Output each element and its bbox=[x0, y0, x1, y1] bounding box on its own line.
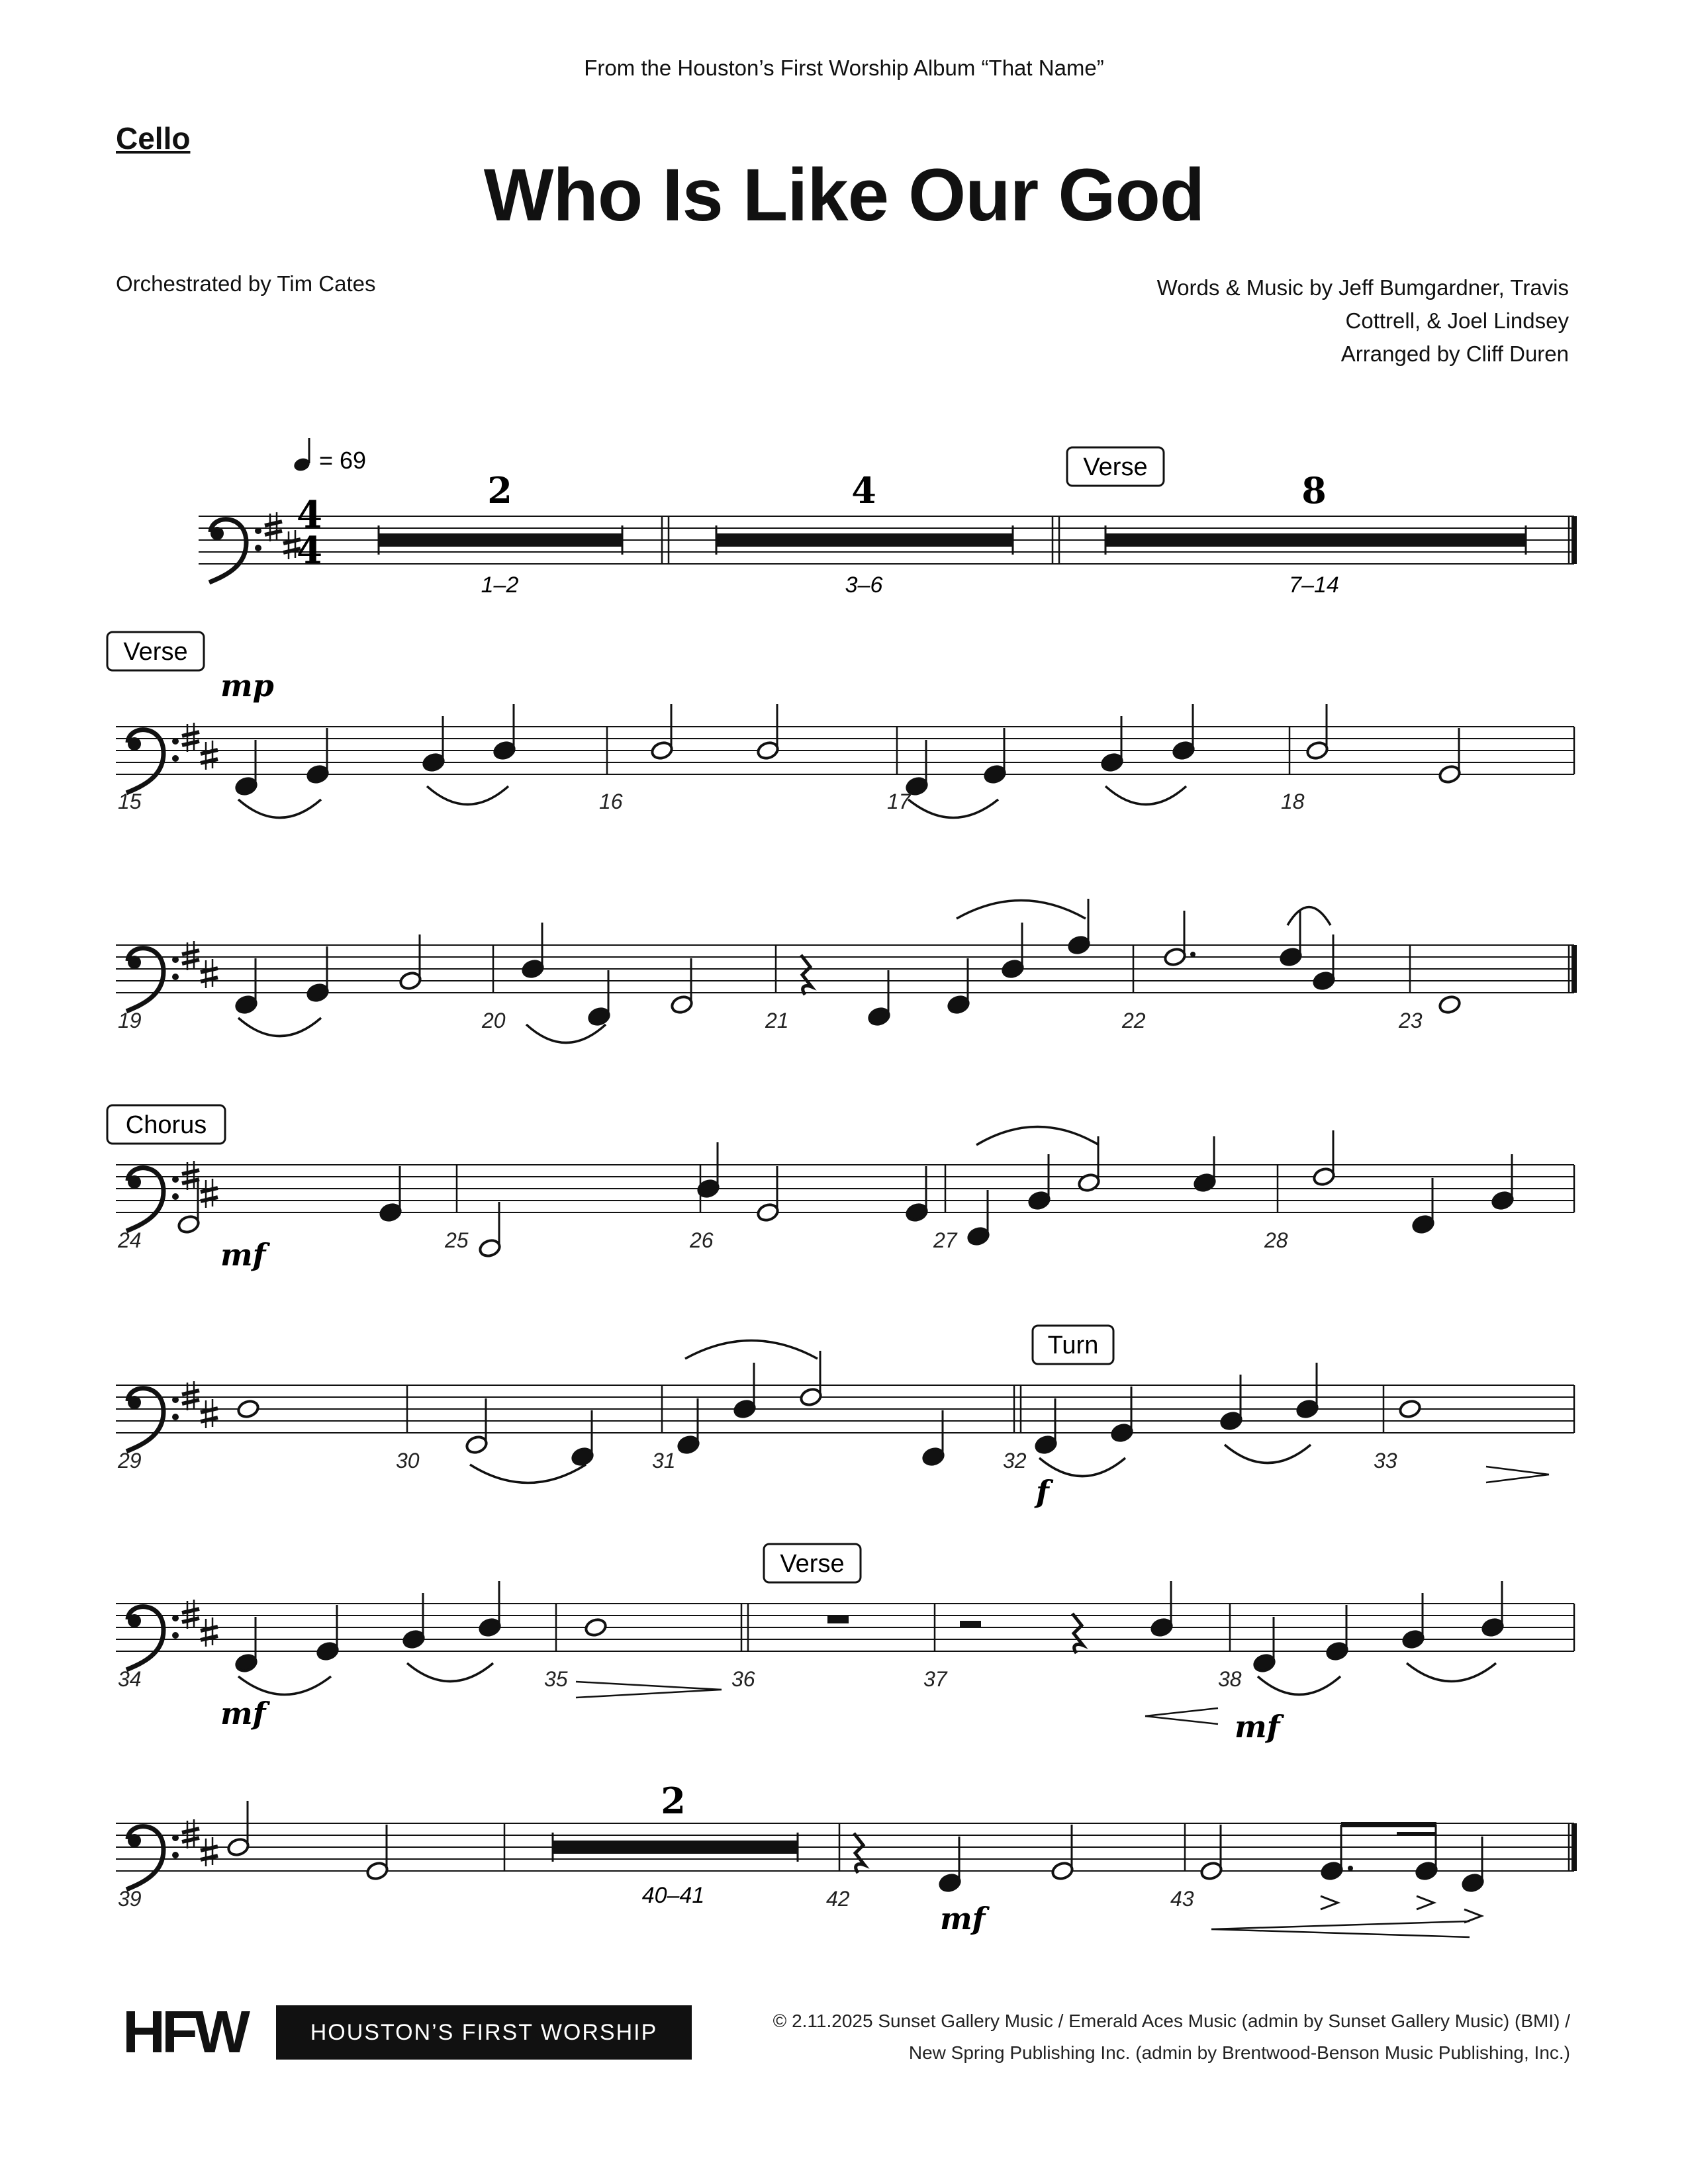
accent-icon bbox=[1417, 1896, 1434, 1909]
sharp-icon bbox=[265, 531, 282, 535]
bass-clef-dot bbox=[255, 527, 261, 534]
multirest-range: 40–41 bbox=[641, 1883, 705, 1908]
note-head bbox=[236, 1399, 260, 1420]
slur bbox=[238, 1676, 331, 1695]
orchestrator-credit: Orchestrated by Tim Cates bbox=[116, 271, 376, 296]
dynamic-marking: f bbox=[1036, 1474, 1049, 1510]
slur bbox=[1288, 907, 1331, 926]
bass-clef-dot bbox=[128, 1396, 141, 1409]
crescendo-hairpin bbox=[1145, 1716, 1218, 1724]
dynamic-marking: mf bbox=[1235, 1709, 1280, 1745]
bass-clef-dot bbox=[172, 1615, 179, 1621]
measure-number: 19 bbox=[118, 1009, 142, 1032]
slur bbox=[976, 1127, 1099, 1146]
rehearsal-verse-2-label: Verse bbox=[123, 638, 188, 666]
tempo-value: = 69 bbox=[319, 447, 367, 474]
sharp-icon bbox=[182, 1170, 199, 1174]
sharp-icon bbox=[182, 950, 199, 954]
measure-number: 35 bbox=[544, 1667, 568, 1691]
hfw-logo-text: HOUSTON’S FIRST WORSHIP bbox=[276, 2005, 692, 2060]
bass-clef-dot bbox=[172, 755, 179, 762]
rehearsal-mark-verse-2 bbox=[107, 632, 204, 670]
measure-number: 31 bbox=[652, 1449, 676, 1473]
rehearsal-verse-3-label: Verse bbox=[780, 1550, 845, 1578]
bass-clef-dot bbox=[211, 527, 224, 540]
measure-number: 25 bbox=[445, 1228, 469, 1252]
crescendo-hairpin bbox=[1211, 1921, 1470, 1929]
multirest-count: 8 bbox=[1301, 469, 1327, 512]
measure-number: 17 bbox=[887, 790, 911, 813]
bass-clef-dot bbox=[172, 738, 179, 745]
decrescendo-hairpin bbox=[576, 1682, 722, 1690]
copyright-line-2: New Spring Publishing Inc. (admin by Brentwood-Benson Music Publishing, Inc.) bbox=[908, 2042, 1570, 2063]
rehearsal-mark-verse-1 bbox=[1067, 447, 1164, 486]
crescendo-hairpin bbox=[1211, 1929, 1470, 1937]
bass-clef-dot bbox=[172, 1193, 179, 1200]
time-signature-bottom: 4 bbox=[297, 529, 322, 572]
tempo-marking bbox=[293, 438, 366, 474]
decrescendo-hairpin bbox=[576, 1690, 722, 1698]
hfw-logo bbox=[122, 1999, 692, 2066]
measure-number: 18 bbox=[1281, 790, 1305, 813]
rehearsal-mark-verse-3 bbox=[764, 1544, 861, 1582]
rehearsal-chorus-label: Chorus bbox=[125, 1111, 207, 1139]
slur bbox=[1258, 1676, 1340, 1695]
multirest-bar bbox=[1105, 533, 1526, 547]
decrescendo-hairpin bbox=[1486, 1475, 1549, 1482]
instrument-name: Cello bbox=[116, 121, 191, 156]
sharp-icon bbox=[182, 741, 199, 745]
multirest-bar bbox=[553, 1841, 798, 1854]
crescendo-hairpin bbox=[1145, 1708, 1218, 1716]
measure-number: 21 bbox=[765, 1009, 789, 1032]
slur bbox=[407, 1663, 493, 1682]
bass-clef-dot bbox=[172, 1176, 179, 1183]
slur bbox=[238, 1018, 321, 1036]
sharp-icon bbox=[182, 732, 199, 736]
measure-number: 37 bbox=[923, 1667, 947, 1691]
copyright-notice bbox=[773, 2005, 1570, 2069]
multirest-count: 2 bbox=[487, 469, 512, 512]
sharp-icon bbox=[182, 960, 199, 964]
whole-rest-icon bbox=[827, 1615, 849, 1623]
measure-number: 43 bbox=[1170, 1887, 1194, 1911]
bass-clef-dot bbox=[172, 956, 179, 963]
time-signature-top: 4 bbox=[297, 493, 322, 537]
dot bbox=[1348, 1866, 1353, 1871]
bass-clef-dot bbox=[128, 737, 141, 751]
measure-number: 22 bbox=[1122, 1009, 1146, 1032]
slur bbox=[1225, 1445, 1311, 1463]
measure-number: 36 bbox=[731, 1667, 755, 1691]
bass-clef-dot bbox=[172, 974, 179, 980]
slur bbox=[1105, 786, 1186, 805]
measure-number: 20 bbox=[482, 1009, 506, 1032]
measure-number: 28 bbox=[1264, 1228, 1288, 1252]
bass-clef-dot bbox=[128, 956, 141, 969]
slur bbox=[1039, 1458, 1125, 1477]
measure-number: 39 bbox=[118, 1887, 142, 1911]
credits-line-3: Arranged by Cliff Duren bbox=[1340, 341, 1569, 366]
slur bbox=[1407, 1663, 1496, 1682]
measure-number: 24 bbox=[118, 1228, 142, 1252]
measure-number: 26 bbox=[690, 1228, 714, 1252]
bass-clef-dot bbox=[128, 1614, 141, 1627]
dot bbox=[1190, 952, 1196, 957]
sharp-icon bbox=[182, 1400, 199, 1404]
decrescendo-hairpin bbox=[1486, 1467, 1549, 1475]
bass-clef-dot bbox=[255, 545, 261, 551]
multirest-bar bbox=[379, 533, 622, 547]
slur bbox=[470, 1465, 586, 1483]
dynamic-marking: mf bbox=[220, 1696, 266, 1731]
rehearsal-mark-turn bbox=[1033, 1326, 1113, 1364]
dynamic-marking: mf bbox=[940, 1901, 986, 1936]
quarter-rest-icon bbox=[1072, 1614, 1083, 1653]
sharp-icon bbox=[182, 1179, 199, 1183]
sharp-icon bbox=[182, 1838, 199, 1842]
accent-icon bbox=[1321, 1896, 1338, 1909]
rehearsal-verse-1-label: Verse bbox=[1083, 453, 1148, 481]
slur bbox=[238, 799, 321, 818]
multirest-range: 3–6 bbox=[845, 572, 883, 598]
measure-number: 33 bbox=[1374, 1449, 1397, 1473]
bass-clef-dot bbox=[172, 1414, 179, 1420]
dynamic-marking: mf bbox=[220, 1237, 266, 1273]
score-marks bbox=[177, 525, 1549, 1937]
slur bbox=[526, 1024, 606, 1043]
measure-number: 30 bbox=[396, 1449, 420, 1473]
bass-clef-dot bbox=[172, 1632, 179, 1639]
sharp-icon bbox=[182, 1390, 199, 1394]
measure-number: 23 bbox=[1399, 1009, 1423, 1032]
multirest-range: 7–14 bbox=[1289, 572, 1339, 598]
slur bbox=[957, 901, 1086, 919]
quarter-rest-icon bbox=[854, 1833, 865, 1873]
measure-number: 34 bbox=[118, 1667, 142, 1691]
sharp-icon bbox=[182, 1609, 199, 1613]
slur bbox=[685, 1341, 818, 1359]
sharp-icon bbox=[182, 1829, 199, 1833]
bass-clef-dot bbox=[128, 1175, 141, 1189]
bass-clef-dot bbox=[128, 1834, 141, 1847]
dynamic-marking: mp bbox=[220, 668, 274, 704]
note-head bbox=[1398, 1399, 1422, 1420]
bass-clef-dot bbox=[172, 1396, 179, 1403]
staves bbox=[116, 512, 1574, 1889]
multirest-range: 1–2 bbox=[481, 572, 519, 598]
measure-number: 16 bbox=[599, 790, 623, 813]
quarter-rest-icon bbox=[801, 955, 812, 995]
measure-number: 38 bbox=[1218, 1667, 1242, 1691]
sharp-icon bbox=[182, 1618, 199, 1622]
multirest-bar bbox=[716, 533, 1013, 547]
note-head bbox=[584, 1617, 608, 1638]
multirest-count: 4 bbox=[851, 469, 876, 512]
bass-clef-dot bbox=[172, 1852, 179, 1858]
rehearsal-turn-label: Turn bbox=[1047, 1332, 1099, 1359]
bass-clef-dot bbox=[172, 1835, 179, 1841]
measure-number: 15 bbox=[118, 790, 142, 813]
sharp-icon bbox=[265, 522, 282, 525]
measure-number: 42 bbox=[826, 1887, 850, 1911]
copyright-line-1: © 2.11.2025 Sunset Gallery Music / Emerald Aces Music (admin by Sunset Gallery Music) (BMI) / bbox=[773, 2011, 1570, 2031]
measure-number: 29 bbox=[118, 1449, 142, 1473]
slur bbox=[908, 799, 998, 818]
album-line: From the Houston’s First Worship Album “That Name” bbox=[584, 56, 1104, 80]
note-head bbox=[1438, 995, 1462, 1015]
hfw-logo-mark: HFW bbox=[122, 1999, 246, 2066]
multirest-count: 2 bbox=[661, 1780, 686, 1822]
slur bbox=[427, 786, 508, 805]
credits-line-1: Words & Music by Jeff Bumgardner, Travis bbox=[1156, 275, 1569, 300]
song-title: Who Is Like Our God bbox=[483, 154, 1205, 236]
rehearsal-mark-chorus bbox=[107, 1105, 225, 1144]
credits-line-2: Cottrell, & Joel Lindsey bbox=[1345, 308, 1569, 333]
measure-number: 32 bbox=[1003, 1449, 1027, 1473]
half-rest-icon bbox=[960, 1621, 981, 1627]
measure-number: 27 bbox=[933, 1228, 957, 1252]
